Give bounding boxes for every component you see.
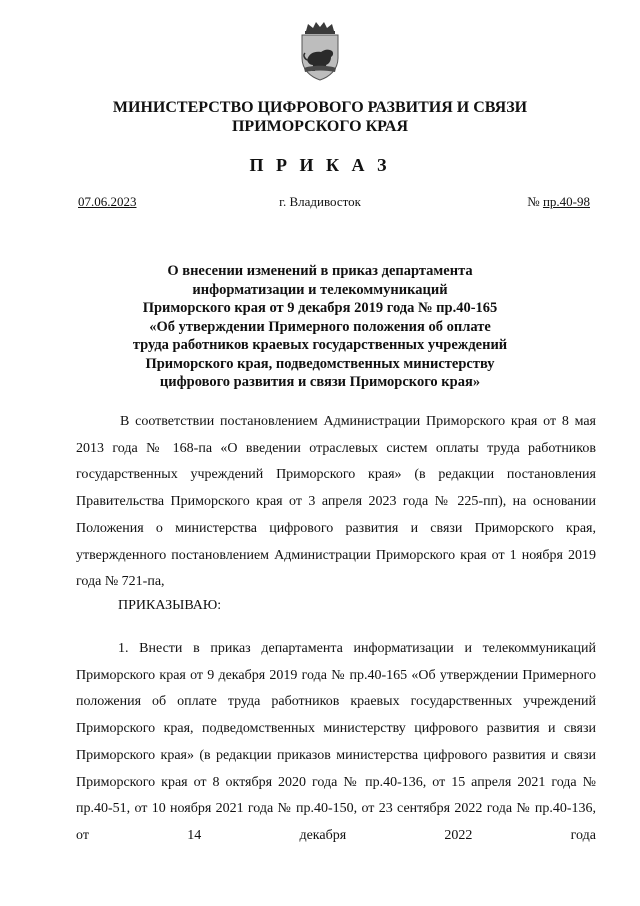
order-title: П Р И К А З bbox=[249, 155, 391, 175]
subject-line: цифрового развития и связи Приморского края» bbox=[159, 374, 481, 390]
order-number-prefix: № bbox=[527, 194, 540, 209]
order-subject bbox=[90, 262, 550, 392]
order-date: 07.06.2023 bbox=[78, 194, 137, 209]
coat-of-arms-icon bbox=[296, 20, 344, 82]
ministry-name-line: МИНИСТЕРСТВО ЦИФРОВОГО РАЗВИТИЯ И СВЯЗИ bbox=[112, 99, 528, 116]
subject-line: О внесении изменений в приказ департамента bbox=[167, 263, 473, 279]
subject-line: информатизации и телекоммуникаций bbox=[192, 281, 448, 298]
order-number-value: пр.40-98 bbox=[542, 194, 590, 209]
preamble-paragraph: В соответствии постановлением Администрации Приморского края от 8 мая 2013 года № 168-па «О введении отраслевых систем оплаты труда работников государственных учреждений Приморского края» (в редакции постановления Правительства Приморского края от 3 апреля 2023 года № 225-пп), на основании Положения о министерства цифрового развития и связи Приморского края, утвержденного постановлением Администрации Приморского края от 1 ноября 2019 года № 721-па, bbox=[76, 414, 596, 590]
subject-line: труда работников краевых государственных учреждений bbox=[132, 337, 508, 353]
ministry-region-line: ПРИМОРСКОГО КРАЯ bbox=[231, 118, 409, 135]
subject-line: Приморского края от 9 декабря 2019 года № пр.40-165 bbox=[142, 300, 498, 316]
subject-line: Приморского края, подведомственных министерству bbox=[145, 355, 495, 372]
item-1-paragraph: 1. Внести в приказ департамента информатизации и телекоммуникаций Приморского края от 9 декабря 2019 года № пр.40-165 «Об утверждении Примерного положения об оплате труда работников краевых государственных учреждений Приморского края, подведомственных министерству цифрового развития и связи Приморского края» (в редакции приказов министерства цифрового развития и связи Приморского края от 8 октября 2020 года № пр.40-136, от 15 апреля 2021 года № пр.40-51, от 10 ноября 2021 года № пр.40-150, от 23 сентября 2022 года № пр.40-136, от 14 декабря 2022 года bbox=[76, 641, 596, 843]
subject-line: «Об утверждении Примерного положения об оплате bbox=[149, 318, 491, 335]
order-directive: ПРИКАЗЫВАЮ: bbox=[118, 598, 222, 613]
order-number bbox=[527, 194, 590, 210]
ministry-header bbox=[60, 98, 580, 136]
order-city: г. Владивосток bbox=[279, 194, 361, 209]
